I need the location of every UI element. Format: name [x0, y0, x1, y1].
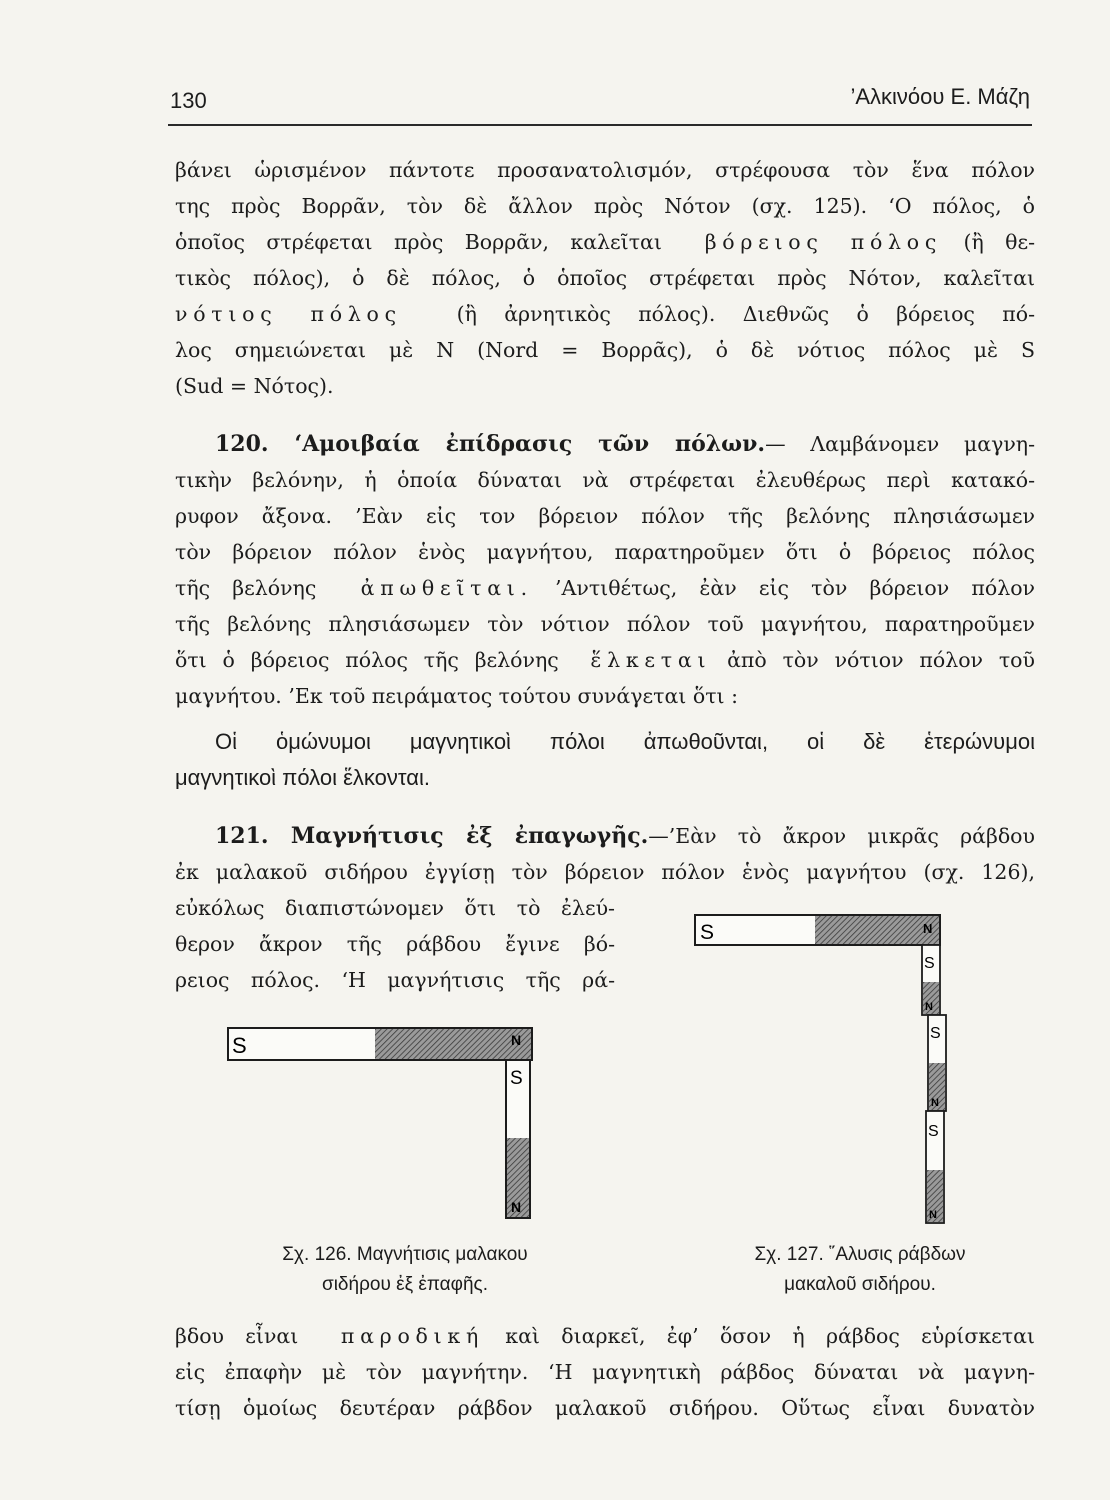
text-line: λος σημειώνεται μὲ N (Nord = Βορρᾶς), ὁ δὲ νότιος πόλος μὲ S	[175, 338, 1035, 362]
text-line: τῆς βελόνης ἀπωθεῖται. ’Αντιθέτως, ἐὰν εἰς τὸν βόρειον πόλον	[175, 576, 1035, 600]
spaced-term: νότιος πόλος	[175, 302, 402, 326]
magnet-s-label: S	[232, 1033, 247, 1058]
text-line: τὸν βόρειον πόλον ἑνὸς μαγνήτου, παρατηροῦμεν ὅτι ὁ βόρειος πόλος	[175, 540, 1035, 564]
spaced-term: ἀπωθεῖται.	[360, 576, 533, 600]
page-number: 130	[170, 88, 207, 113]
figure-127	[690, 910, 950, 1230]
magnet-n-label: N	[511, 1032, 522, 1048]
spaced-term: παροδική	[340, 1324, 484, 1348]
magnet-n-label: N	[923, 921, 933, 936]
rule-statement: Οἱ ὁμώνυμοι μαγνητικοὶ πόλοι ἀπωθοῦνται, οἱ δὲ ἑτερώνυμοι	[215, 729, 1035, 754]
text-line: εἰς ἐπαφὴν μὲ τὸν μαγνήτην. ‘Η μαγνητικὴ ράβδος δύναται νὰ μαγνη-	[175, 1360, 1035, 1384]
text-line: τῆς βελόνης πλησιάσωμεν τὸν νότιον πόλον τοῦ μαγνήτου, παρατηροῦμεν	[175, 612, 1035, 636]
text-line: βάνει ὡρισμένον πάντοτε προσανατολισμόν, στρέφουσα τὸν ἕνα πόλον	[175, 158, 1035, 182]
text-line: ρειος πόλος. ‘Η μαγνήτισις τῆς ρά-	[175, 968, 615, 992]
text-line: ἐκ μαλακοῦ σιδήρου ἐγγίσῃ τὸν βόρειον πόλον ἑνὸς μαγνήτου (σχ. 126),	[175, 860, 1035, 884]
text-line: 121. Μαγνήτισις ἐξ ἐπαγωγῆς.—’Εὰν τὸ ἄκρον μικρᾶς ράβδου	[215, 823, 1035, 849]
text-line: τίσῃ ὁμοίως δευτέραν ράβδον μαλακοῦ σιδήρου. Οὕτως εἶναι δυνατὸν	[175, 1396, 1035, 1420]
rod-1-n-label: N	[925, 1001, 933, 1013]
section-heading: 121. Μαγνήτισις ἐξ ἐπαγωγῆς.	[215, 823, 649, 849]
text-line: ὅτι ὁ βόρειος πόλος τῆς βελόνης ἕλκεται ἀπὸ τὸν νότιον πόλον τοῦ	[175, 648, 1035, 672]
rod-2-n-label: N	[931, 1097, 939, 1109]
rod-s-label: S	[510, 1068, 523, 1089]
text-line: νότιος πόλος (ἢ ἀρνητικὸς πόλος). Διεθνῶς ὁ βόρειος πό-	[175, 302, 1035, 326]
text-line: ὁποῖος στρέφεται πρὸς Βορρᾶν, καλεῖται βόρειος πόλος (ἢ θε-	[175, 230, 1035, 254]
magnet-s-label: S	[700, 921, 715, 944]
text-line: 120. ‘Αμοιβαία ἐπίδρασις τῶν πόλων.— Λαμβάνομεν μαγνη-	[215, 431, 1035, 457]
text-line: θερον ἄκρον τῆς ράβδου ἔγινε βό-	[175, 932, 615, 956]
rod-n-label: N	[511, 1199, 522, 1215]
rod-1-s-label: S	[924, 955, 935, 972]
rod-3-s-label: S	[928, 1123, 939, 1140]
text-line: (Sud = Νότος).	[175, 374, 334, 398]
rod-3-n-label: N	[929, 1209, 937, 1221]
section-heading: 120. ‘Αμοιβαία ἐπίδρασις τῶν πόλων.	[215, 431, 766, 457]
spaced-term: βόρειος πόλος	[704, 230, 943, 254]
rod-2-s-label: S	[930, 1025, 941, 1042]
magnet-hatched-half	[815, 916, 939, 944]
running-title: ’Αλκινόου Ε. Μάζη	[850, 84, 1030, 109]
text-line: ρυφον ἄξονα. ’Εὰν εἰς τον βόρειον πόλον τῆς βελόνης πλησιάσωμεν	[175, 504, 1035, 528]
text-line: τικὴν βελόνην, ἡ ὁποία δύναται νὰ στρέφεται ἐλευθέρως περὶ κατακό-	[175, 468, 1035, 492]
spaced-term: ἕλκεται	[590, 648, 712, 672]
text-line: τικὸς πόλος), ὁ δὲ πόλος, ὁ ὁποῖος στρέφεται πρὸς Νότον, καλεῖται	[175, 266, 1035, 290]
rule-statement: μαγνητικοὶ πόλοι ἕλκονται.	[175, 765, 430, 790]
text-line: εὐκόλως διαπιστώνομεν ὅτι τὸ ἐλεύ-	[175, 896, 615, 920]
figure-126-caption: Σχ. 126. Μαγνήτισις μαλακου σιδήρου ἐξ ἐπαφῆς.	[282, 1244, 528, 1295]
text-line: βδου εἶναι παροδική καὶ διαρκεῖ, ἐφ’ ὅσον ἡ ράβδος εὑρίσκεται	[175, 1324, 1035, 1348]
text-line: της πρὸς Βορρᾶν, τὸν δὲ ἄλλον πρὸς Νότον (σχ. 125). ‘Ο πόλος, ὁ	[175, 194, 1035, 218]
text-line: μαγνήτου. ’Εκ τοῦ πειράματος τούτου συνάγεται ὅτι :	[175, 684, 739, 708]
magnet-hatched-half	[375, 1029, 531, 1059]
header-rule	[168, 124, 1032, 126]
figure-126	[220, 1020, 540, 1230]
figure-127-caption: Σχ. 127. ῞Αλυσις ράβδων μακαλοῦ σιδήρου.	[754, 1244, 966, 1295]
